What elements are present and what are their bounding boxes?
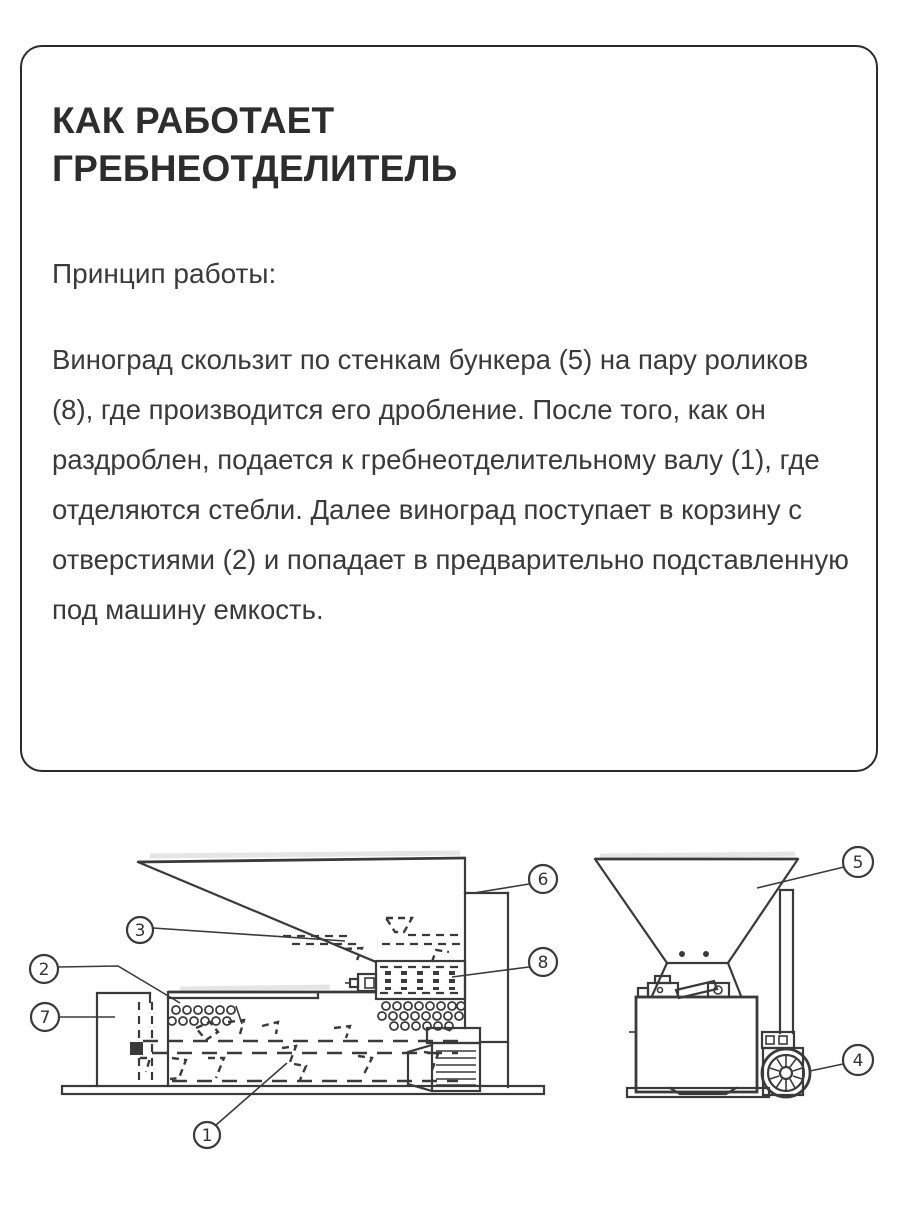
- callout-2-number: 2: [38, 960, 50, 980]
- crusher-rollers: [376, 961, 465, 999]
- grape-flow-dashes: [283, 918, 462, 962]
- callout-3-number: 3: [134, 921, 146, 941]
- callout-7: [31, 1003, 115, 1031]
- scan-smudge: [600, 854, 795, 856]
- callout-1: [194, 1063, 287, 1148]
- roller-motor-coupling: [345, 974, 376, 991]
- junction-box: [762, 1032, 794, 1048]
- machine-diagram: [0, 780, 900, 1200]
- principle-paragraph: Виноград скользит по стенкам бункера (5) на пару роликов (8), где производится его дробление. После того, как он раздроблен, подается к гребнеотделительному валу (1), где отделяются стебли. Далее виноград поступает в корзину с отверстиями (2) и попадает в предварительно подставленную под машину емкость.: [52, 344, 849, 625]
- front-support-column: [780, 890, 793, 1033]
- callout-8-number: 8: [537, 953, 549, 973]
- perforated-basket-holes: [168, 1002, 465, 1030]
- drive-motor: [408, 1028, 480, 1091]
- side-view-drawing: [30, 853, 557, 1148]
- stem-chute-box: [97, 993, 152, 1086]
- callout-2: [30, 955, 180, 1003]
- callout-6-number: 6: [537, 870, 549, 890]
- auger-dashed-lines: [143, 1041, 460, 1081]
- front-body: [629, 997, 757, 1092]
- description-card: [20, 45, 878, 772]
- fan-motor: [762, 1048, 810, 1097]
- diagram-area: [0, 780, 900, 1200]
- callout-3: [127, 917, 345, 943]
- page-title: КАК РАБОТАЕТ ГРЕБНЕОТДЕЛИТЕЛЬ: [52, 100, 458, 189]
- subtitle: Принцип работы:: [52, 258, 277, 289]
- callout-1-number: 1: [201, 1126, 213, 1146]
- front-view-drawing: [595, 847, 873, 1097]
- scan-smudge: [150, 853, 460, 856]
- callout-6: [474, 865, 557, 893]
- front-hopper: [595, 859, 798, 996]
- callout-4: [810, 1045, 873, 1075]
- callout-5-number: 5: [852, 853, 864, 873]
- callout-4-number: 4: [852, 1051, 864, 1071]
- scan-smudge: [180, 987, 330, 989]
- callout-7-number: 7: [39, 1008, 51, 1028]
- callout-8: [452, 948, 557, 977]
- fan-spokes: [770, 1056, 802, 1090]
